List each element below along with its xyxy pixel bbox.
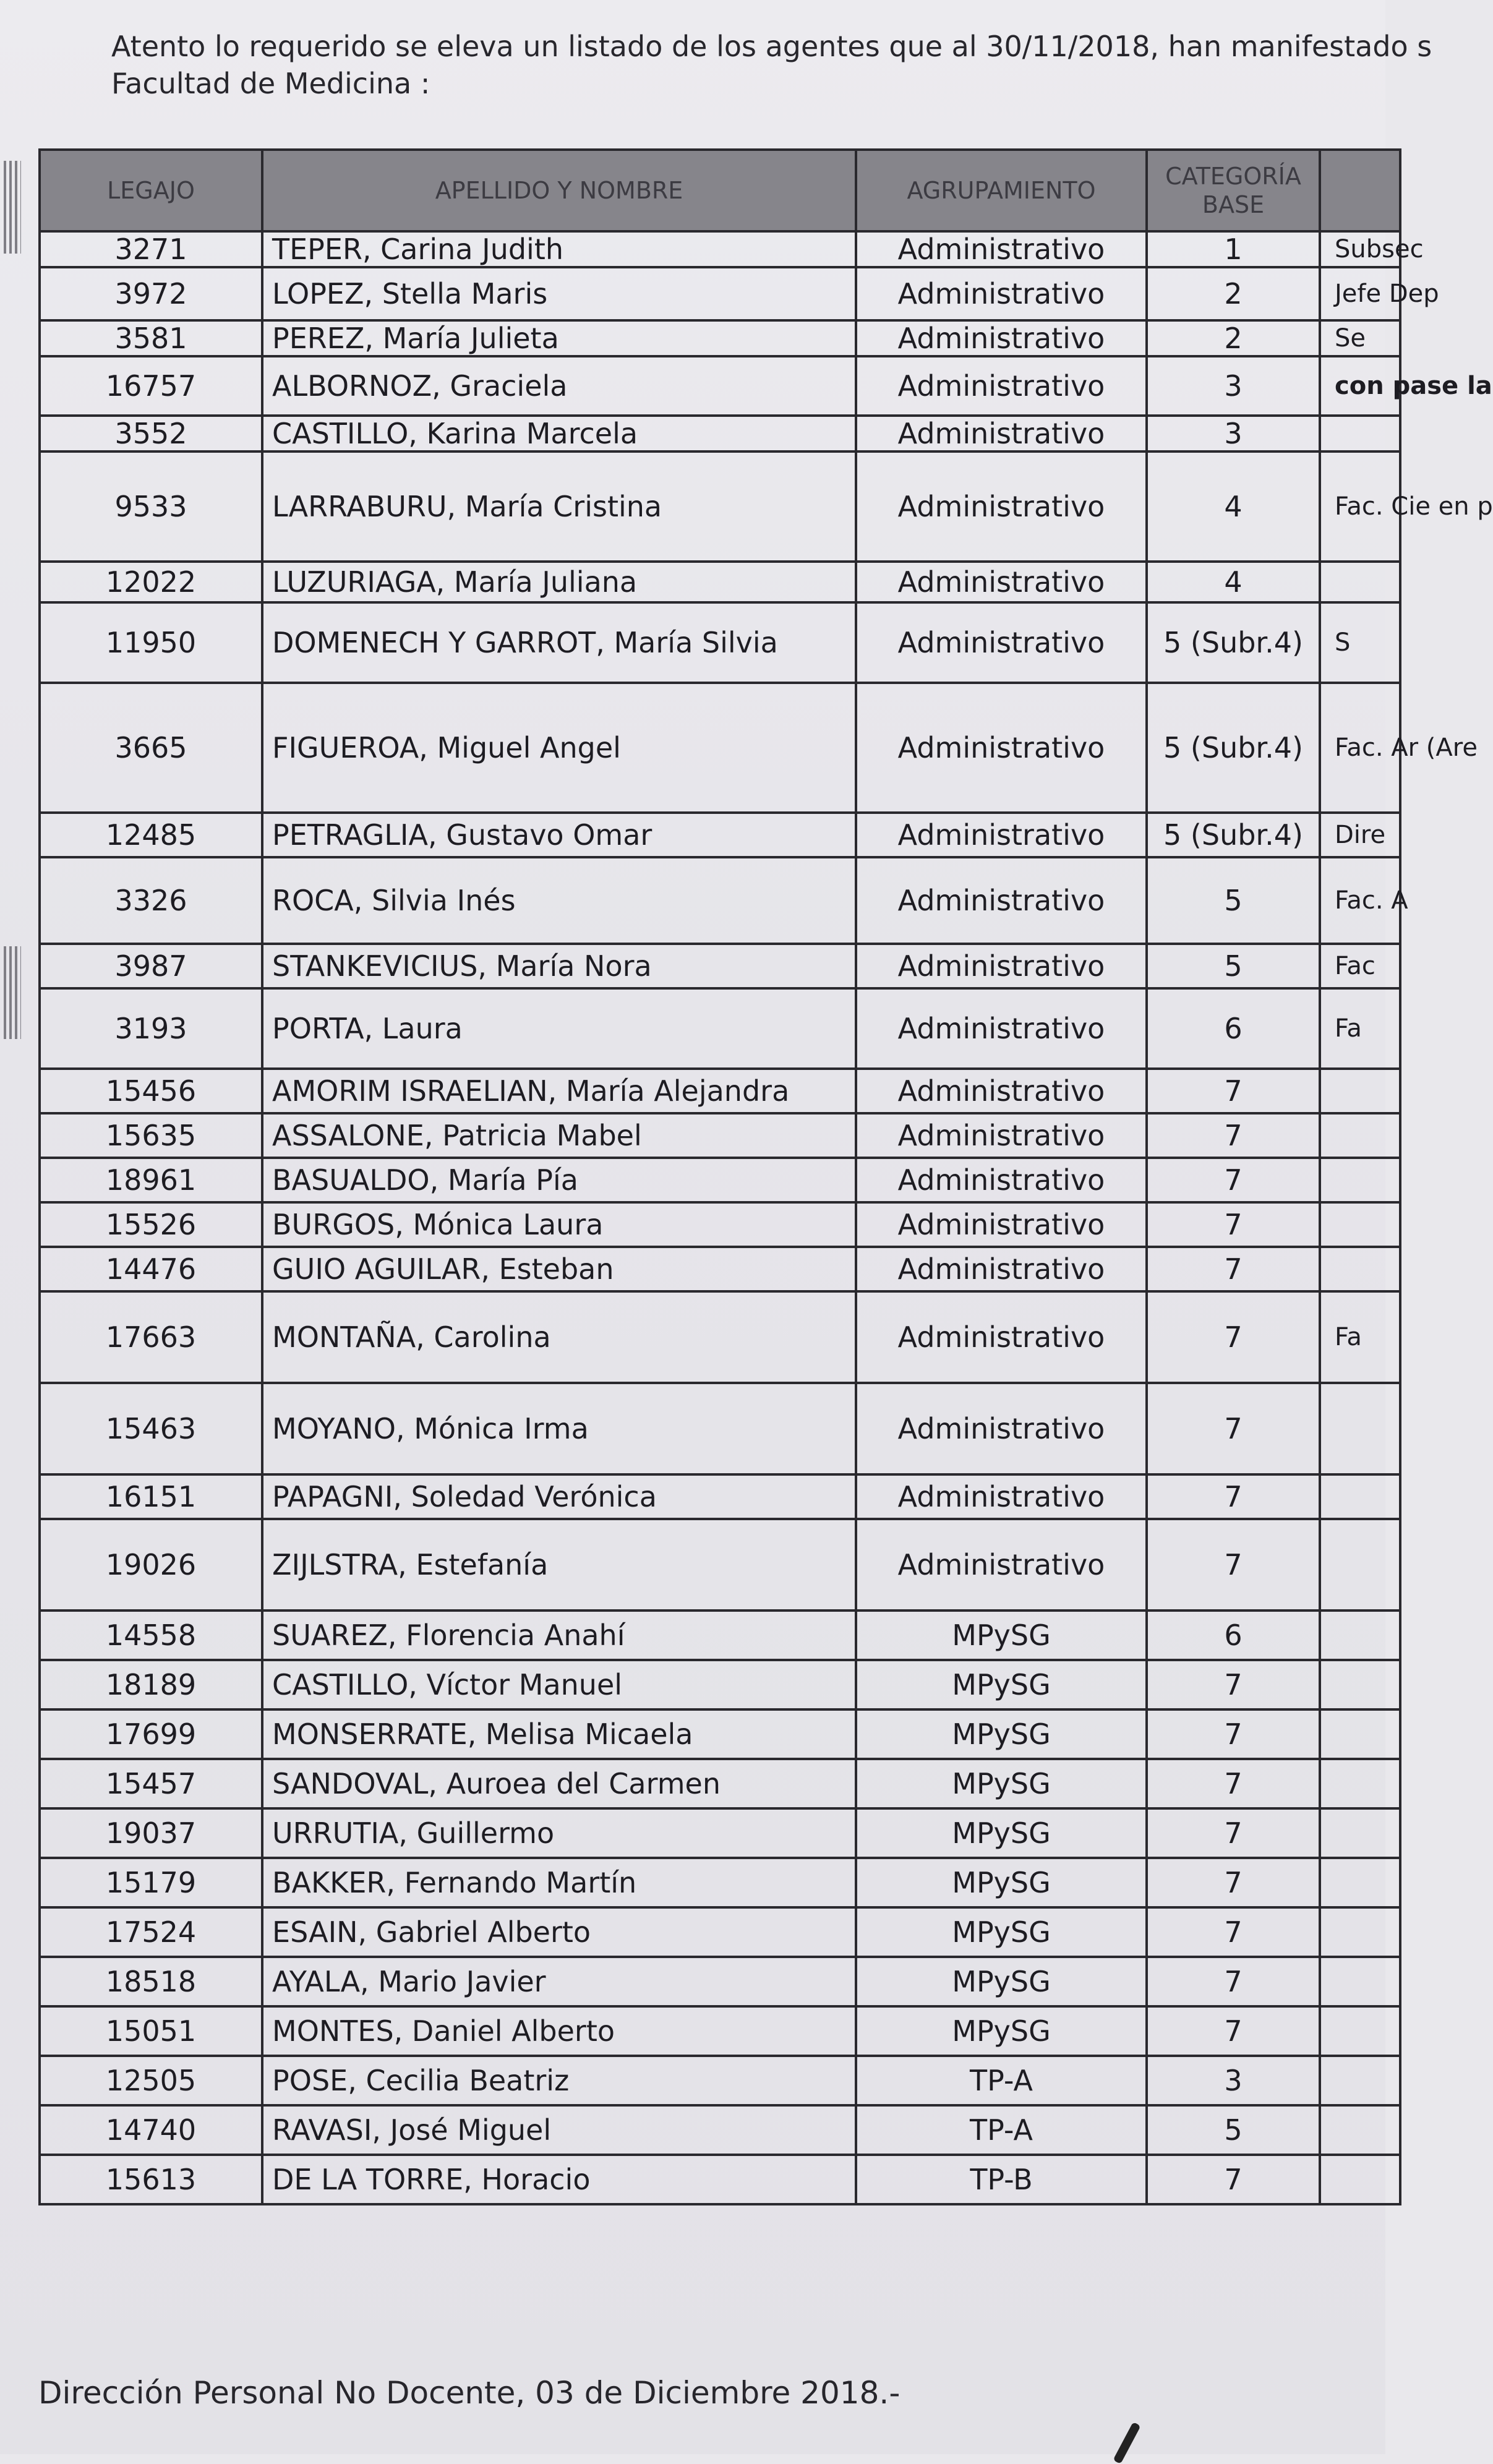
- cell-agrupamiento: MPySG: [856, 1709, 1147, 1759]
- table-row: [40, 1759, 1400, 1808]
- cell-apellido-nombre: GUIO AGUILAR, Esteban: [262, 1247, 856, 1291]
- cell-agrupamiento: Administrativo: [856, 944, 1147, 988]
- cell-categoria: 7: [1147, 1519, 1320, 1611]
- cell-legajo: 15179: [40, 1858, 262, 1907]
- cell-legajo: 15613: [40, 2155, 262, 2204]
- cell-extra: [1320, 1709, 1400, 1759]
- cell-legajo: 15456: [40, 1069, 262, 1113]
- cell-apellido-nombre: SANDOVAL, Auroea del Carmen: [262, 1759, 856, 1808]
- table-row: [40, 1383, 1400, 1474]
- cell-extra: [1320, 2006, 1400, 2056]
- cell-agrupamiento: MPySG: [856, 1907, 1147, 1957]
- table-row: [40, 416, 1400, 451]
- cell-legajo: 17524: [40, 1907, 262, 1957]
- table-row: [40, 356, 1400, 416]
- table-row: [40, 1611, 1400, 1660]
- cell-legajo: 12022: [40, 562, 262, 602]
- cell-extra: [1320, 1957, 1400, 2006]
- cell-agrupamiento: Administrativo: [856, 356, 1147, 416]
- cell-agrupamiento: MPySG: [856, 1660, 1147, 1709]
- cell-extra: S: [1320, 602, 1400, 683]
- table-row: [40, 683, 1400, 813]
- table-row: [40, 2056, 1400, 2105]
- table-header-row: [40, 150, 1400, 231]
- cell-apellido-nombre: MONTAÑA, Carolina: [262, 1291, 856, 1383]
- cell-categoria: 7: [1147, 2006, 1320, 2056]
- cell-categoria: 5: [1147, 2105, 1320, 2155]
- table-row: [40, 1660, 1400, 1709]
- cell-apellido-nombre: BAKKER, Fernando Martín: [262, 1858, 856, 1907]
- cell-apellido-nombre: BASUALDO, María Pía: [262, 1158, 856, 1202]
- cell-apellido-nombre: CASTILLO, Karina Marcela: [262, 416, 856, 451]
- cell-extra: con pase la: [1320, 356, 1400, 416]
- cell-legajo: 14476: [40, 1247, 262, 1291]
- cell-agrupamiento: Administrativo: [856, 602, 1147, 683]
- cell-categoria: 7: [1147, 1709, 1320, 1759]
- cell-extra: [1320, 1611, 1400, 1660]
- cell-categoria: 6: [1147, 1611, 1320, 1660]
- cell-extra: [1320, 1519, 1400, 1611]
- cell-apellido-nombre: MONSERRATE, Melisa Micaela: [262, 1709, 856, 1759]
- table-row: [40, 1858, 1400, 1907]
- cell-agrupamiento: MPySG: [856, 1858, 1147, 1907]
- cell-categoria: 7: [1147, 2155, 1320, 2204]
- table-row: [40, 1247, 1400, 1291]
- agents-table: [38, 148, 1493, 2205]
- cell-agrupamiento: Administrativo: [856, 1474, 1147, 1519]
- cell-extra: [1320, 1808, 1400, 1858]
- intro-line-1: Atento lo requerido se eleva un listado de los agentes que al 30/11/2018, han manifestado s: [111, 30, 1432, 63]
- cell-legajo: 15526: [40, 1202, 262, 1247]
- cell-agrupamiento: MPySG: [856, 2006, 1147, 2056]
- cell-legajo: 3193: [40, 988, 262, 1069]
- cell-legajo: 14740: [40, 2105, 262, 2155]
- table-row: [40, 562, 1400, 602]
- header-agrupamiento: AGRUPAMIENTO: [856, 150, 1147, 231]
- cell-apellido-nombre: PEREZ, María Julieta: [262, 320, 856, 356]
- cell-apellido-nombre: SUAREZ, Florencia Anahí: [262, 1611, 856, 1660]
- cell-categoria: 7: [1147, 1907, 1320, 1957]
- table-body: [40, 231, 1493, 2204]
- cell-extra: [1320, 1158, 1400, 1202]
- cell-extra: Fa: [1320, 1291, 1400, 1383]
- cell-extra: Fac. Ar (Are: [1320, 683, 1400, 813]
- cell-apellido-nombre: ZIJLSTRA, Estefanía: [262, 1519, 856, 1611]
- cell-extra: Dire: [1320, 813, 1400, 857]
- intro-line-2: Facultad de Medicina :: [111, 67, 430, 100]
- cell-apellido-nombre: ASSALONE, Patricia Mabel: [262, 1113, 856, 1158]
- cell-apellido-nombre: AYALA, Mario Javier: [262, 1957, 856, 2006]
- cell-agrupamiento: TP-A: [856, 2105, 1147, 2155]
- cell-agrupamiento: Administrativo: [856, 451, 1147, 562]
- cell-agrupamiento: Administrativo: [856, 857, 1147, 944]
- table-row: [40, 1202, 1400, 1247]
- cell-legajo: 3326: [40, 857, 262, 944]
- header-extra: [1320, 150, 1400, 231]
- cell-apellido-nombre: DE LA TORRE, Horacio: [262, 2155, 856, 2204]
- cell-extra: [1320, 2056, 1400, 2105]
- table-row: [40, 320, 1400, 356]
- cell-agrupamiento: Administrativo: [856, 683, 1147, 813]
- cell-apellido-nombre: PORTA, Laura: [262, 988, 856, 1069]
- cell-apellido-nombre: PAPAGNI, Soledad Verónica: [262, 1474, 856, 1519]
- cell-legajo: 17663: [40, 1291, 262, 1383]
- cell-legajo: 12485: [40, 813, 262, 857]
- cell-categoria: 2: [1147, 320, 1320, 356]
- cell-extra: [1320, 1660, 1400, 1709]
- cell-apellido-nombre: LARRABURU, María Cristina: [262, 451, 856, 562]
- table-row: [40, 813, 1400, 857]
- cell-categoria: 7: [1147, 1202, 1320, 1247]
- cell-apellido-nombre: CASTILLO, Víctor Manuel: [262, 1660, 856, 1709]
- table-row: [40, 1113, 1400, 1158]
- cell-extra: [1320, 1858, 1400, 1907]
- cell-categoria: 7: [1147, 1069, 1320, 1113]
- cell-apellido-nombre: MONTES, Daniel Alberto: [262, 2006, 856, 2056]
- table-row: [40, 1808, 1400, 1858]
- table-row: [40, 2155, 1400, 2204]
- pen-stroke: [1113, 2422, 1140, 2464]
- cell-agrupamiento: Administrativo: [856, 813, 1147, 857]
- cell-legajo: 16757: [40, 356, 262, 416]
- cell-agrupamiento: Administrativo: [856, 231, 1147, 267]
- cell-legajo: 17699: [40, 1709, 262, 1759]
- cell-categoria: 7: [1147, 1474, 1320, 1519]
- cell-legajo: 11950: [40, 602, 262, 683]
- cell-apellido-nombre: FIGUEROA, Miguel Angel: [262, 683, 856, 813]
- cell-agrupamiento: Administrativo: [856, 1291, 1147, 1383]
- cell-legajo: 18189: [40, 1660, 262, 1709]
- cell-extra: Fac: [1320, 944, 1400, 988]
- cell-extra: [1320, 1069, 1400, 1113]
- cell-apellido-nombre: ALBORNOZ, Graciela: [262, 356, 856, 416]
- cell-agrupamiento: MPySG: [856, 1759, 1147, 1808]
- cell-legajo: 3972: [40, 267, 262, 320]
- cell-agrupamiento: Administrativo: [856, 1158, 1147, 1202]
- cell-agrupamiento: Administrativo: [856, 1202, 1147, 1247]
- table-row: [40, 602, 1400, 683]
- table-row: [40, 231, 1400, 267]
- cell-agrupamiento: Administrativo: [856, 1247, 1147, 1291]
- table-row: [40, 988, 1400, 1069]
- cell-apellido-nombre: ESAIN, Gabriel Alberto: [262, 1907, 856, 1957]
- cell-legajo: 3665: [40, 683, 262, 813]
- cell-legajo: 16151: [40, 1474, 262, 1519]
- table-row: [40, 451, 1400, 562]
- cell-categoria: 7: [1147, 1291, 1320, 1383]
- cell-agrupamiento: TP-B: [856, 2155, 1147, 2204]
- cell-legajo: 18961: [40, 1158, 262, 1202]
- cell-apellido-nombre: STANKEVICIUS, María Nora: [262, 944, 856, 988]
- cell-legajo: 19037: [40, 1808, 262, 1858]
- cell-extra: [1320, 1759, 1400, 1808]
- cell-extra: Subsec: [1320, 231, 1400, 267]
- header-categoria-line2: BASE: [1202, 191, 1265, 218]
- table-row: [40, 1907, 1400, 1957]
- cell-extra: [1320, 1907, 1400, 1957]
- intro-paragraph: [111, 28, 1432, 102]
- cell-agrupamiento: TP-A: [856, 2056, 1147, 2105]
- cell-agrupamiento: Administrativo: [856, 1519, 1147, 1611]
- cell-legajo: 9533: [40, 451, 262, 562]
- cell-agrupamiento: MPySG: [856, 1611, 1147, 1660]
- table-row: [40, 2105, 1400, 2155]
- cell-apellido-nombre: PETRAGLIA, Gustavo Omar: [262, 813, 856, 857]
- cell-apellido-nombre: DOMENECH Y GARROT, María Silvia: [262, 602, 856, 683]
- header-legajo: LEGAJO: [40, 150, 262, 231]
- cell-categoria: 7: [1147, 1158, 1320, 1202]
- cell-legajo: 18518: [40, 1957, 262, 2006]
- header-apellido-nombre: APELLIDO Y NOMBRE: [262, 150, 856, 231]
- table-row: [40, 1158, 1400, 1202]
- cell-agrupamiento: Administrativo: [856, 562, 1147, 602]
- cell-categoria: 5 (Subr.4): [1147, 683, 1320, 813]
- cell-categoria: 3: [1147, 356, 1320, 416]
- cell-extra: Jefe Dep: [1320, 267, 1400, 320]
- cell-legajo: 3552: [40, 416, 262, 451]
- cell-legajo: 15051: [40, 2006, 262, 2056]
- cell-legajo: 15463: [40, 1383, 262, 1474]
- cell-categoria: 7: [1147, 1247, 1320, 1291]
- cell-categoria: 7: [1147, 1113, 1320, 1158]
- cell-categoria: 4: [1147, 451, 1320, 562]
- cell-categoria: 7: [1147, 1383, 1320, 1474]
- cell-agrupamiento: Administrativo: [856, 1113, 1147, 1158]
- footer-signature-line: Dirección Personal No Docente, 03 de Diciembre 2018.-: [38, 2375, 901, 2411]
- cell-legajo: 3581: [40, 320, 262, 356]
- cell-apellido-nombre: RAVASI, José Miguel: [262, 2105, 856, 2155]
- cell-categoria: 7: [1147, 1759, 1320, 1808]
- cell-agrupamiento: MPySG: [856, 1808, 1147, 1858]
- cell-agrupamiento: Administrativo: [856, 988, 1147, 1069]
- binder-hole-mark: [4, 946, 21, 1039]
- cell-categoria: 4: [1147, 562, 1320, 602]
- cell-apellido-nombre: BURGOS, Mónica Laura: [262, 1202, 856, 1247]
- cell-apellido-nombre: LUZURIAGA, María Juliana: [262, 562, 856, 602]
- cell-legajo: 15635: [40, 1113, 262, 1158]
- cell-agrupamiento: Administrativo: [856, 320, 1147, 356]
- header-categoria-base: [1147, 150, 1320, 231]
- cell-legajo: 3271: [40, 231, 262, 267]
- cell-legajo: 12505: [40, 2056, 262, 2105]
- cell-agrupamiento: Administrativo: [856, 267, 1147, 320]
- table-row: [40, 1957, 1400, 2006]
- cell-legajo: 15457: [40, 1759, 262, 1808]
- cell-extra: [1320, 2155, 1400, 2204]
- cell-extra: [1320, 1202, 1400, 1247]
- table-row: [40, 1519, 1400, 1611]
- cell-categoria: 7: [1147, 1808, 1320, 1858]
- cell-agrupamiento: Administrativo: [856, 416, 1147, 451]
- cell-extra: [1320, 562, 1400, 602]
- cell-legajo: 19026: [40, 1519, 262, 1611]
- cell-extra: [1320, 1113, 1400, 1158]
- cell-extra: [1320, 1383, 1400, 1474]
- cell-apellido-nombre: POSE, Cecilia Beatriz: [262, 2056, 856, 2105]
- cell-categoria: 5 (Subr.4): [1147, 813, 1320, 857]
- table-row: [40, 944, 1400, 988]
- table-row: [40, 2006, 1400, 2056]
- cell-categoria: 5: [1147, 857, 1320, 944]
- table-row: [40, 1291, 1400, 1383]
- cell-categoria: 5: [1147, 944, 1320, 988]
- cell-categoria: 3: [1147, 2056, 1320, 2105]
- cell-categoria: 7: [1147, 1858, 1320, 1907]
- cell-categoria: 7: [1147, 1957, 1320, 2006]
- cell-apellido-nombre: ROCA, Silvia Inés: [262, 857, 856, 944]
- cell-apellido-nombre: URRUTIA, Guillermo: [262, 1808, 856, 1858]
- cell-categoria: 5 (Subr.4): [1147, 602, 1320, 683]
- cell-legajo: 14558: [40, 1611, 262, 1660]
- cell-extra: [1320, 1474, 1400, 1519]
- header-categoria-line1: CATEGORÍA: [1165, 163, 1301, 190]
- cell-extra: Se: [1320, 320, 1400, 356]
- cell-apellido-nombre: AMORIM ISRAELIAN, María Alejandra: [262, 1069, 856, 1113]
- cell-extra: [1320, 2105, 1400, 2155]
- cell-extra: Fac. Cie en p: [1320, 451, 1400, 562]
- cell-agrupamiento: Administrativo: [856, 1069, 1147, 1113]
- cell-extra: [1320, 1247, 1400, 1291]
- table-row: [40, 1474, 1400, 1519]
- cell-categoria: 2: [1147, 267, 1320, 320]
- cell-apellido-nombre: TEPER, Carina Judith: [262, 231, 856, 267]
- cell-extra: Fac. A: [1320, 857, 1400, 944]
- cell-categoria: 1: [1147, 231, 1320, 267]
- cell-agrupamiento: MPySG: [856, 1957, 1147, 2006]
- binder-hole-mark: [4, 161, 21, 254]
- cell-extra: Fa: [1320, 988, 1400, 1069]
- cell-categoria: 7: [1147, 1660, 1320, 1709]
- table-row: [40, 267, 1400, 320]
- cell-categoria: 3: [1147, 416, 1320, 451]
- cell-apellido-nombre: LOPEZ, Stella Maris: [262, 267, 856, 320]
- cell-categoria: 6: [1147, 988, 1320, 1069]
- table-row: [40, 857, 1400, 944]
- cell-legajo: 3987: [40, 944, 262, 988]
- table-row: [40, 1709, 1400, 1759]
- table-row: [40, 1069, 1400, 1113]
- cell-apellido-nombre: MOYANO, Mónica Irma: [262, 1383, 856, 1474]
- cell-agrupamiento: Administrativo: [856, 1383, 1147, 1474]
- cell-extra: [1320, 416, 1400, 451]
